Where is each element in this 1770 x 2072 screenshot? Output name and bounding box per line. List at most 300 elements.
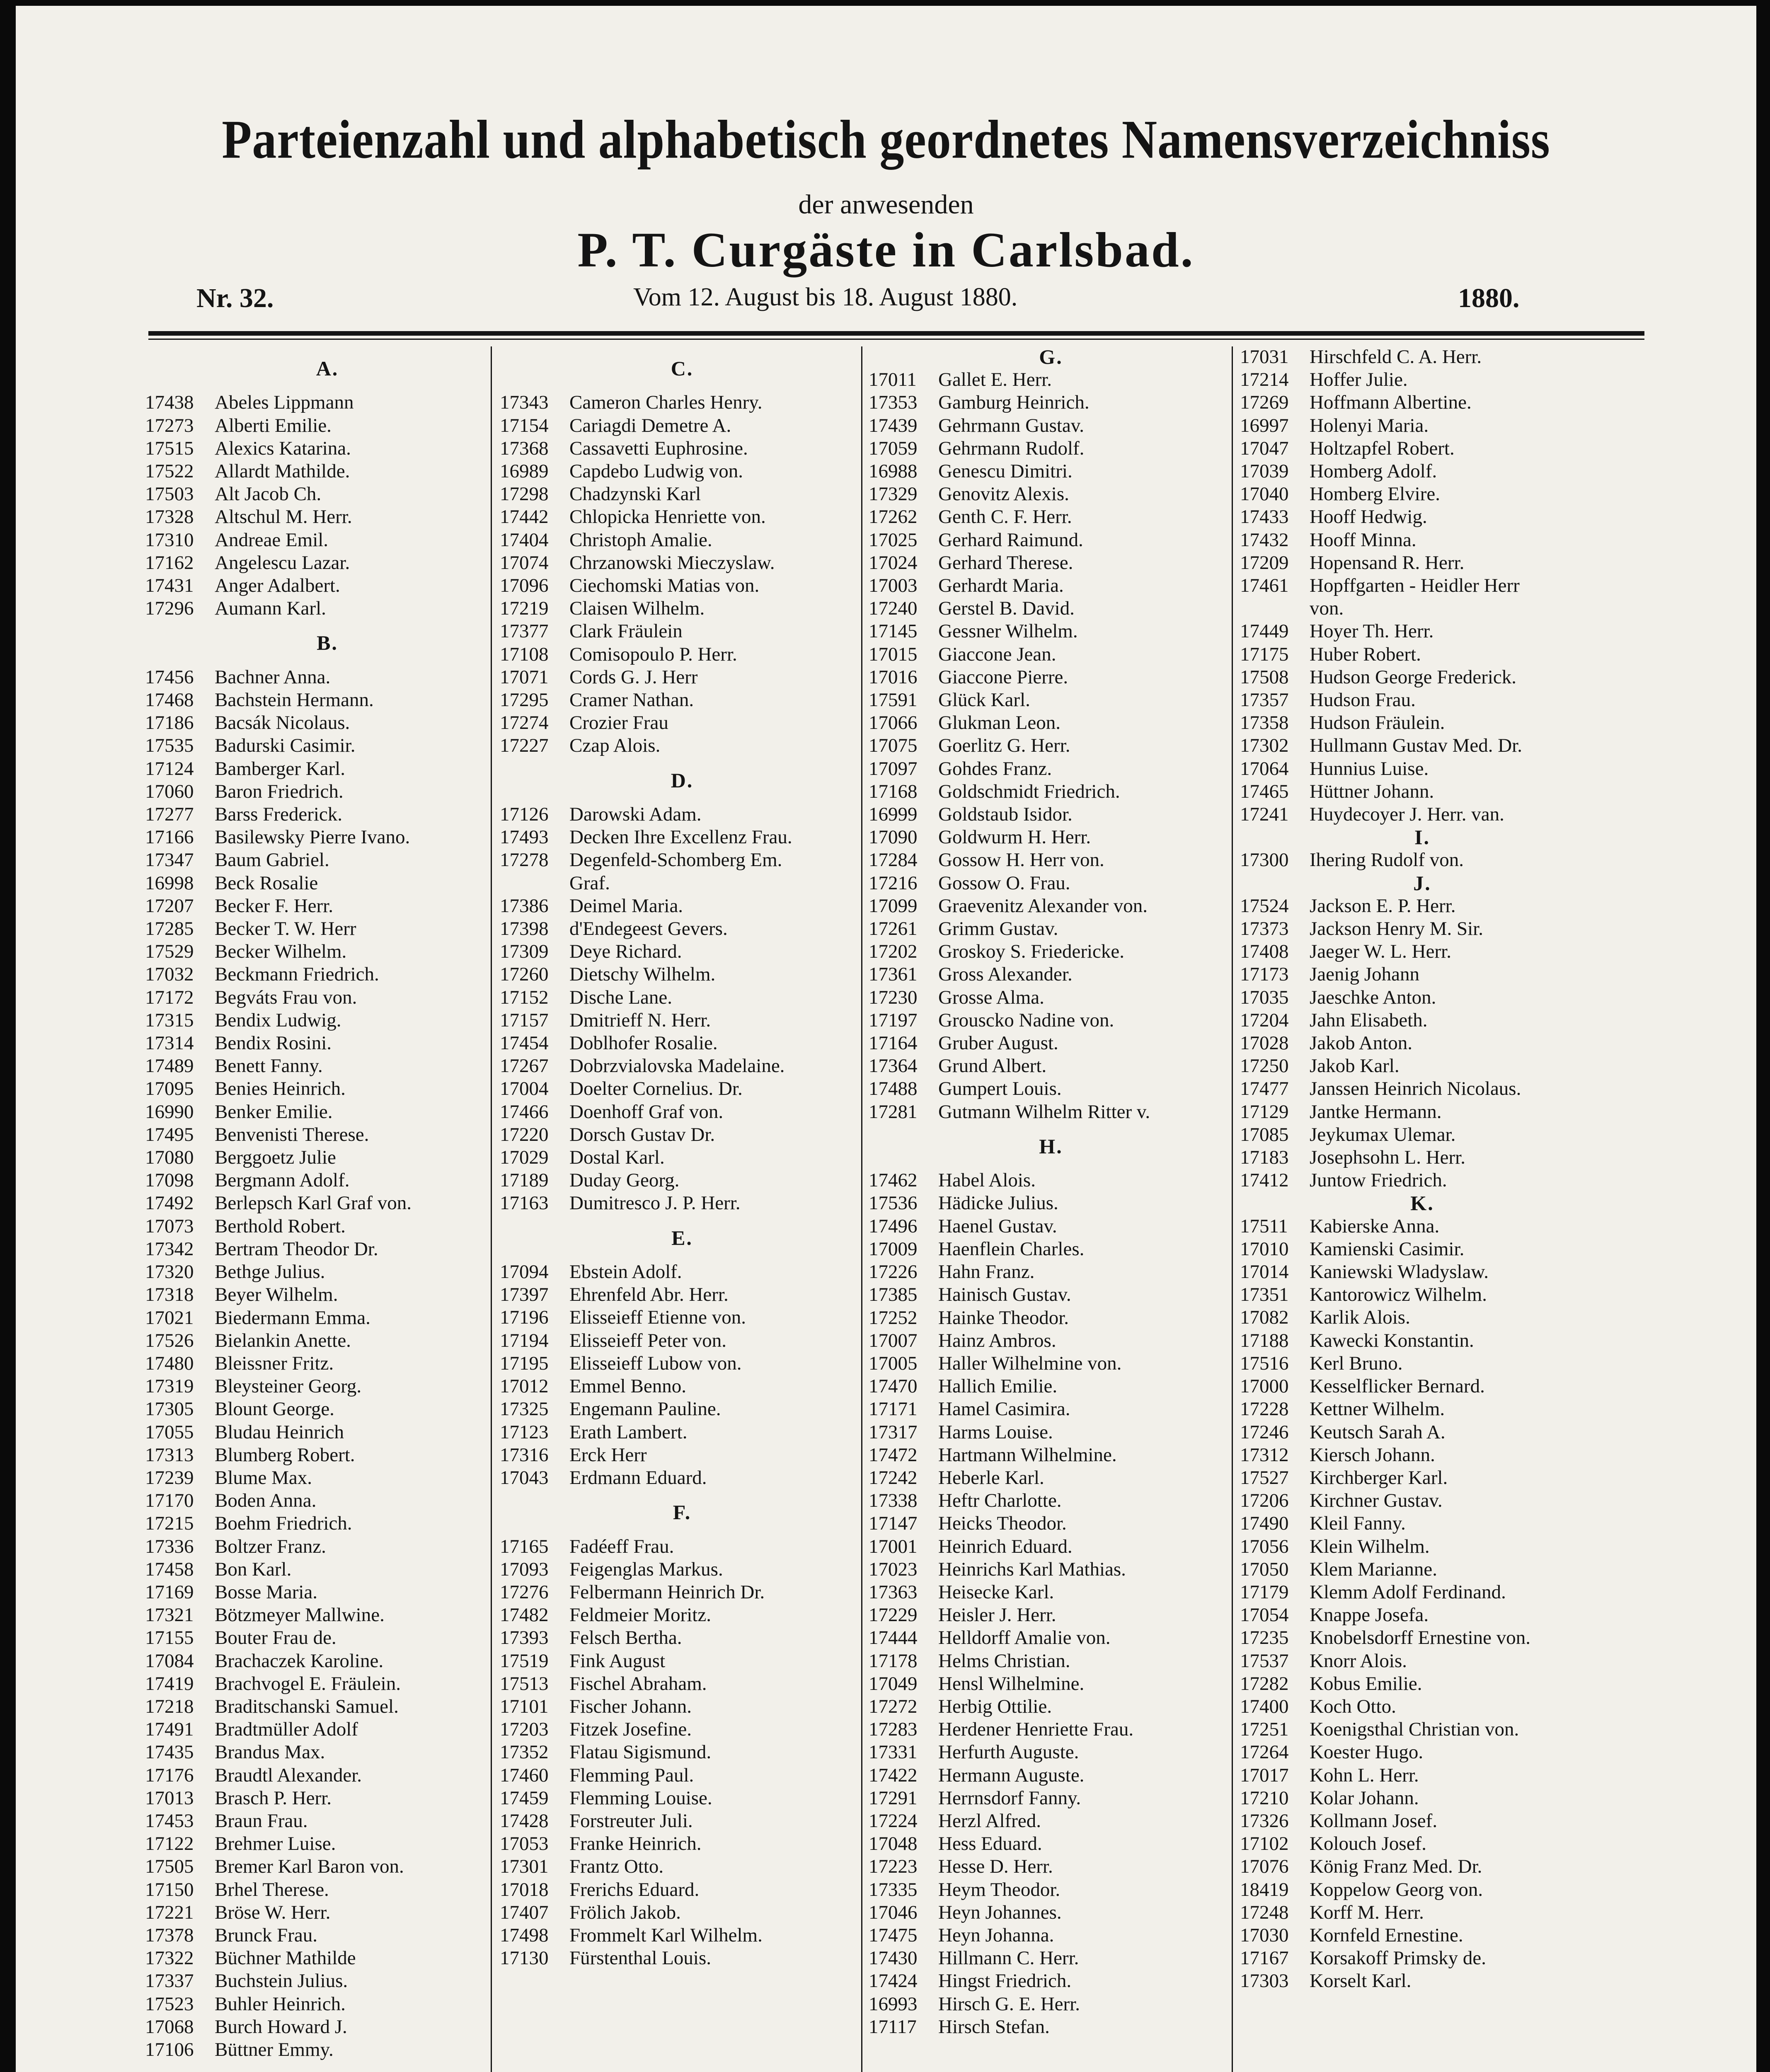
- list-item: [869, 1444, 1233, 1467]
- list-item: [1240, 1604, 1605, 1627]
- party-number: 17438: [145, 392, 194, 414]
- guest-name: Hingst Friedrich.: [938, 1970, 1072, 1992]
- list-item: [500, 597, 864, 620]
- list-item: [869, 1718, 1233, 1741]
- party-number: 17030: [1240, 1924, 1289, 1946]
- guest-name: Haenel Gustav.: [938, 1215, 1057, 1237]
- guest-name: Hillmann C. Herr.: [938, 1947, 1079, 1969]
- list-item: [500, 1444, 864, 1467]
- party-number: 17267: [500, 1055, 549, 1077]
- guest-name: Kornfeld Ernestine.: [1310, 1924, 1463, 1946]
- party-number: 17090: [869, 826, 918, 848]
- party-number: 17108: [500, 643, 549, 665]
- guest-name: Kollmann Josef.: [1310, 1810, 1438, 1832]
- party-number: 17442: [500, 506, 549, 528]
- party-number: 17465: [1240, 780, 1289, 802]
- guest-name: Hopensand R. Herr.: [1310, 552, 1465, 574]
- guest-name: Brandus Max.: [215, 1741, 325, 1763]
- guest-name: Bleissner Fritz.: [215, 1352, 334, 1374]
- guest-name: Degenfeld-Schomberg Em.: [569, 849, 782, 871]
- guest-name: Hudson George Frederick.: [1310, 666, 1517, 688]
- guest-name: Kaniewski Wladyslaw.: [1310, 1261, 1489, 1283]
- list-item: [869, 780, 1233, 803]
- guest-name: Genescu Dimitri.: [938, 460, 1073, 482]
- list-item: [145, 1878, 510, 1901]
- guest-name: Hüttner Johann.: [1310, 780, 1434, 802]
- guest-name: Chrzanowski Mieczyslaw.: [569, 552, 775, 574]
- party-number: 17209: [1240, 552, 1289, 574]
- guest-name: Ihering Rudolf von.: [1310, 849, 1464, 871]
- list-item: [1240, 1375, 1605, 1398]
- list-item: [145, 689, 510, 712]
- party-number: 17318: [145, 1284, 194, 1306]
- party-number: 17024: [869, 552, 918, 574]
- party-number: 17055: [145, 1421, 194, 1443]
- list-item: [1240, 895, 1605, 917]
- guest-name: Hudson Fräulein.: [1310, 712, 1445, 734]
- guest-name: Karlik Alois.: [1310, 1307, 1410, 1329]
- party-number: 17102: [1240, 1833, 1289, 1855]
- guest-name: Hainke Theodor.: [938, 1307, 1069, 1329]
- list-item: [869, 1764, 1233, 1787]
- list-item: [145, 460, 510, 483]
- guest-name: Flemming Paul.: [569, 1764, 694, 1786]
- guest-name: Gessner Wilhelm.: [938, 620, 1078, 642]
- list-item: [500, 826, 864, 849]
- list-item: [145, 529, 510, 552]
- list-item: [145, 917, 510, 940]
- list-item: [500, 1787, 864, 1810]
- party-number: 17281: [869, 1101, 918, 1123]
- list-item: [145, 1673, 510, 1695]
- guest-name: Anger Adalbert.: [215, 575, 340, 597]
- guest-name: Biedermann Emma.: [215, 1307, 370, 1329]
- list-item: [145, 414, 510, 437]
- list-item: [869, 368, 1233, 391]
- list-item: [1240, 803, 1605, 826]
- guest-name: Braun Frau.: [215, 1810, 308, 1832]
- party-number: 17053: [500, 1833, 549, 1855]
- party-number: 17432: [1240, 529, 1289, 551]
- list-item: [869, 895, 1233, 917]
- guest-name: Gehrmann Gustav.: [938, 414, 1084, 436]
- list-item: [1240, 1146, 1605, 1169]
- list-item: [145, 1283, 510, 1306]
- list-item: [1240, 963, 1605, 986]
- guest-name: Doblhofer Rosalie.: [569, 1032, 718, 1054]
- guest-name: Doelter Cornelius. Dr.: [569, 1078, 743, 1100]
- party-number: 17430: [869, 1947, 918, 1969]
- guest-name: Fischer Johann.: [569, 1695, 692, 1717]
- guest-name: Czap Alois.: [569, 735, 661, 757]
- party-number: 16993: [869, 1993, 918, 2015]
- party-number: 17165: [500, 1535, 549, 1557]
- list-item: [1240, 1558, 1605, 1581]
- guest-name: Baron Friedrich.: [215, 780, 344, 802]
- party-number: 17064: [1240, 758, 1289, 779]
- guest-name: Cariagdi Demetre A.: [569, 414, 731, 436]
- party-number: 16999: [869, 804, 918, 825]
- list-item: [869, 1329, 1233, 1352]
- party-number: 17496: [869, 1215, 918, 1237]
- list-item: [869, 414, 1233, 437]
- party-number: 17073: [145, 1215, 194, 1237]
- party-number: 17303: [1240, 1970, 1289, 1992]
- party-number: 17095: [145, 1078, 194, 1100]
- guest-name: Brachvogel E. Fräulein.: [215, 1673, 401, 1694]
- list-item: [869, 1695, 1233, 1718]
- column-2: [500, 346, 864, 1970]
- party-number: 17328: [145, 506, 194, 528]
- party-number: 17021: [145, 1307, 194, 1329]
- section-letter-heading: I.: [1414, 825, 1430, 849]
- list-item: [145, 666, 510, 689]
- party-number: 17189: [500, 1169, 549, 1191]
- party-number: 17269: [1240, 392, 1289, 414]
- list-item: [1240, 414, 1605, 437]
- party-number: 17097: [869, 758, 918, 779]
- party-number: 17424: [869, 1970, 918, 1992]
- guest-name: Homberg Elvire.: [1310, 483, 1441, 505]
- list-item: [1240, 986, 1605, 1009]
- list-item: [869, 1467, 1233, 1489]
- section-letter-heading: B.: [317, 631, 338, 655]
- guest-name: Benett Fanny.: [215, 1055, 323, 1077]
- party-number: 17018: [500, 1878, 549, 1900]
- party-number: 17591: [869, 689, 918, 711]
- party-number: 17124: [145, 758, 194, 779]
- guest-name: Heberle Karl.: [938, 1467, 1044, 1489]
- party-number: 17223: [869, 1856, 918, 1878]
- page-subtitle: der anwesenden: [798, 189, 974, 220]
- party-number: 17054: [1240, 1604, 1289, 1626]
- party-number: 17179: [1240, 1581, 1289, 1603]
- guest-name: Boden Anna.: [215, 1490, 317, 1512]
- list-item: [1240, 643, 1605, 666]
- party-number: 17519: [500, 1650, 549, 1672]
- list-item: [869, 506, 1233, 528]
- list-item: [145, 1993, 510, 2016]
- list-item: [145, 1627, 510, 1649]
- party-number: 17164: [869, 1032, 918, 1054]
- list-item: [145, 1169, 510, 1192]
- list-item: [500, 1283, 864, 1306]
- list-item: [869, 1604, 1233, 1627]
- guest-name: Angelescu Lazar.: [215, 552, 350, 574]
- list-item: [500, 437, 864, 460]
- party-number: 17066: [869, 712, 918, 734]
- guest-name: Heym Theodor.: [938, 1878, 1061, 1900]
- guest-name: Korselt Karl.: [1310, 1970, 1412, 1992]
- list-item: [1240, 437, 1605, 460]
- guest-name: Hamel Casimira.: [938, 1398, 1070, 1420]
- section-letter-heading: E.: [671, 1226, 693, 1249]
- party-number: 17013: [145, 1787, 194, 1809]
- guest-name: Bötzmeyer Mallwine.: [215, 1604, 385, 1626]
- guest-name: Emmel Benno.: [569, 1375, 686, 1397]
- list-item: [145, 1810, 510, 1832]
- list-item: [500, 1261, 864, 1283]
- guest-name: Haller Wilhelmine von.: [938, 1352, 1122, 1374]
- guest-name: Heisler J. Herr.: [938, 1604, 1056, 1626]
- guest-name: Herfurth Auguste.: [938, 1741, 1079, 1763]
- list-item: [869, 1489, 1233, 1512]
- party-number: 17298: [500, 483, 549, 505]
- list-item: [869, 529, 1233, 552]
- party-number: 17291: [869, 1787, 918, 1809]
- guest-name: Badurski Casimir.: [215, 735, 356, 757]
- guest-name: Feigenglas Markus.: [569, 1558, 723, 1580]
- list-item: [869, 1901, 1233, 1924]
- list-item: [145, 1901, 510, 1924]
- list-item: [1240, 1924, 1605, 1947]
- party-number: 17335: [869, 1878, 918, 1900]
- guest-name: Goldwurm H. Herr.: [938, 826, 1091, 848]
- party-number: 17049: [869, 1673, 918, 1694]
- guest-name: Holenyi Maria.: [1310, 414, 1429, 436]
- list-item: [869, 1192, 1233, 1215]
- list-item: [869, 1352, 1233, 1375]
- guest-name: Hallich Emilie.: [938, 1375, 1058, 1397]
- guest-name: Cassavetti Euphrosine.: [569, 437, 748, 459]
- list-item: [1240, 1489, 1605, 1512]
- party-number: 17524: [1240, 895, 1289, 917]
- list-item: [500, 1855, 864, 1878]
- section-letter-heading: C.: [671, 357, 694, 380]
- guest-name: Berlepsch Karl Graf von.: [215, 1192, 412, 1214]
- party-number: 17251: [1240, 1719, 1289, 1740]
- guest-name: Capdebo Ludwig von.: [569, 460, 743, 482]
- party-number: 17386: [500, 895, 549, 917]
- guest-name: Fürstenthal Louis.: [569, 1947, 712, 1969]
- party-number: 17342: [145, 1238, 194, 1260]
- list-item: [869, 758, 1233, 780]
- party-number: 17537: [1240, 1650, 1289, 1672]
- guest-name: Kobus Emilie.: [1310, 1673, 1422, 1694]
- party-number: 17235: [1240, 1627, 1289, 1649]
- guest-name: Gehrmann Rudolf.: [938, 437, 1085, 459]
- party-number: 17489: [145, 1055, 194, 1077]
- guest-name: Bludau Heinrich: [215, 1421, 344, 1443]
- guest-name: Gossow O. Frau.: [938, 872, 1070, 894]
- guest-name: Comisopoulo P. Herr.: [569, 643, 737, 665]
- party-number: 17470: [869, 1375, 918, 1397]
- list-item: [1240, 1832, 1605, 1855]
- guest-name: Alberti Emilie.: [215, 414, 332, 436]
- list-item: [869, 574, 1233, 597]
- guest-name: Hirsch G. E. Herr.: [938, 1993, 1080, 2015]
- list-item: [1240, 1878, 1605, 1901]
- guest-name: Glukman Leon.: [938, 712, 1061, 734]
- guest-name: Frantz Otto.: [569, 1856, 664, 1878]
- party-number: 17272: [869, 1695, 918, 1717]
- party-number: 17453: [145, 1810, 194, 1832]
- party-number: 17262: [869, 506, 918, 528]
- list-item: [1240, 1283, 1605, 1306]
- party-number: 17197: [869, 1009, 918, 1031]
- guest-name: Kleil Fanny.: [1310, 1513, 1406, 1535]
- section-letter-heading: G.: [1039, 345, 1063, 368]
- guest-name: Hensl Wilhelmine.: [938, 1673, 1085, 1694]
- list-item: [869, 1307, 1233, 1329]
- party-number: 17477: [1240, 1078, 1289, 1100]
- party-number: 17331: [869, 1741, 918, 1763]
- list-item: [869, 666, 1233, 689]
- party-number: 17274: [500, 712, 549, 734]
- guest-name: Brunck Frau.: [215, 1924, 318, 1946]
- guest-name: Gohdes Franz.: [938, 758, 1052, 779]
- list-item: [145, 780, 510, 803]
- party-number: 17154: [500, 414, 549, 436]
- party-number: 17166: [145, 826, 194, 848]
- party-number: 17075: [869, 735, 918, 757]
- party-number: 17023: [869, 1558, 918, 1580]
- list-item: [869, 712, 1233, 734]
- list-item: [869, 1032, 1233, 1055]
- party-number: 17252: [869, 1307, 918, 1329]
- list-item: [1240, 574, 1605, 597]
- party-number: 17157: [500, 1009, 549, 1031]
- party-number: 17203: [500, 1719, 549, 1740]
- guest-name: Brehmer Luise.: [215, 1833, 336, 1855]
- list-item: [869, 552, 1233, 574]
- list-item: [1240, 620, 1605, 643]
- list-item: [869, 437, 1233, 460]
- party-number: 17059: [869, 437, 918, 459]
- list-item: [145, 1947, 510, 1970]
- list-item: [145, 1489, 510, 1512]
- guest-name: Boltzer Franz.: [215, 1535, 326, 1557]
- list-item: [145, 1650, 510, 1673]
- guest-name: Bröse W. Herr.: [215, 1901, 331, 1923]
- party-number: 17338: [869, 1490, 918, 1512]
- party-number: 17129: [1240, 1101, 1289, 1123]
- party-number: 17284: [869, 849, 918, 871]
- party-number: 17082: [1240, 1307, 1289, 1329]
- guest-name: Dmitrieff N. Herr.: [569, 1009, 711, 1031]
- guest-name: Hoffmann Albertine.: [1310, 392, 1472, 414]
- list-item: [145, 1855, 510, 1878]
- list-item: [145, 1467, 510, 1489]
- guest-name: Goldschmidt Friedrich.: [938, 780, 1120, 802]
- guest-name: Becker F. Herr.: [215, 895, 333, 917]
- list-item: [145, 734, 510, 757]
- guest-name: Decken Ihre Excellenz Frau.: [569, 826, 792, 848]
- list-item: [500, 803, 864, 826]
- guest-name: Graevenitz Alexander von.: [938, 895, 1148, 917]
- list-item: [500, 1901, 864, 1924]
- list-item: [145, 1764, 510, 1787]
- party-number: 17536: [869, 1192, 918, 1214]
- party-number: 17178: [869, 1650, 918, 1672]
- party-number: 17216: [869, 872, 918, 894]
- party-number: 17176: [145, 1764, 194, 1786]
- list-item: [1240, 1810, 1605, 1832]
- list-item: [145, 1444, 510, 1467]
- party-number: 17261: [869, 918, 918, 940]
- list-item: [1240, 849, 1605, 871]
- party-number: 17117: [869, 2016, 917, 2038]
- list-item: [145, 1512, 510, 1535]
- guest-name: Janssen Heinrich Nicolaus.: [1310, 1078, 1521, 1100]
- party-number: 17320: [145, 1261, 194, 1283]
- list-item: [869, 872, 1233, 895]
- party-number: 17188: [1240, 1329, 1289, 1351]
- guest-name: Andreae Emil.: [215, 529, 329, 551]
- list-item: [1240, 1467, 1605, 1489]
- guest-name: Klem Marianne.: [1310, 1558, 1438, 1580]
- list-item: [869, 1077, 1233, 1100]
- guest-name: Crozier Frau: [569, 712, 668, 734]
- party-number: 17488: [869, 1078, 918, 1100]
- list-item: [500, 1055, 864, 1077]
- guest-name: Grouscko Nadine von.: [938, 1009, 1114, 1031]
- party-number: 17060: [145, 780, 194, 802]
- list-item: [869, 483, 1233, 506]
- party-number: 17300: [1240, 849, 1289, 871]
- list-item: [500, 1581, 864, 1604]
- guest-name-continuation: von.: [1310, 598, 1344, 620]
- party-number: 17326: [1240, 1810, 1289, 1832]
- party-number: 17373: [1240, 918, 1289, 940]
- party-number: 17475: [869, 1924, 918, 1946]
- list-item: [145, 1261, 510, 1283]
- list-item: [500, 1878, 864, 1901]
- party-number: 17444: [869, 1627, 918, 1649]
- party-number: 17168: [869, 780, 918, 802]
- guest-name: Gruber August.: [938, 1032, 1058, 1054]
- guest-name: Genth C. F. Herr.: [938, 506, 1072, 528]
- party-number: 17017: [1240, 1764, 1289, 1786]
- guest-name: Cameron Charles Henry.: [569, 392, 763, 414]
- guest-name: Hirschfeld C. A. Herr.: [1310, 346, 1482, 368]
- list-item: [500, 1718, 864, 1741]
- guest-name: Groskoy S. Friedericke.: [938, 941, 1125, 963]
- list-item: [145, 1787, 510, 1810]
- list-item: [1240, 1627, 1605, 1649]
- guest-name: Hooff Minna.: [1310, 529, 1416, 551]
- year: 1880.: [1458, 283, 1520, 313]
- guest-name: Brasch P. Herr.: [215, 1787, 332, 1809]
- party-number: 16998: [145, 872, 194, 894]
- section-letter-heading: F.: [673, 1501, 692, 1524]
- guest-name: Brhel Therese.: [215, 1878, 329, 1900]
- guest-name: Felbermann Heinrich Dr.: [569, 1581, 765, 1603]
- list-item: [869, 1535, 1233, 1558]
- party-number: 17460: [500, 1764, 549, 1786]
- party-number: 17080: [145, 1147, 194, 1169]
- party-number: 17505: [145, 1856, 194, 1878]
- page-headline: P. T. Curgäste in Carlsbad.: [577, 222, 1195, 277]
- guest-name: Kolar Johann.: [1310, 1787, 1419, 1809]
- list-item: [145, 1832, 510, 1855]
- guest-name: Jantke Hermann.: [1310, 1101, 1442, 1123]
- party-number: 17220: [500, 1123, 549, 1145]
- list-item: [145, 574, 510, 597]
- guest-name: Klein Wilhelm.: [1310, 1535, 1430, 1557]
- party-number: 17009: [869, 1238, 918, 1260]
- party-number: 17130: [500, 1947, 549, 1969]
- party-number: 17068: [145, 2016, 194, 2038]
- list-item: [500, 1558, 864, 1581]
- guest-name: Hermann Auguste.: [938, 1764, 1085, 1786]
- guest-name: Frerichs Eduard.: [569, 1878, 700, 1900]
- party-number: 17123: [500, 1421, 549, 1443]
- list-item: [145, 2016, 510, 2038]
- party-number: 17296: [145, 598, 194, 620]
- party-number: 17492: [145, 1192, 194, 1214]
- party-number: 17210: [1240, 1787, 1289, 1809]
